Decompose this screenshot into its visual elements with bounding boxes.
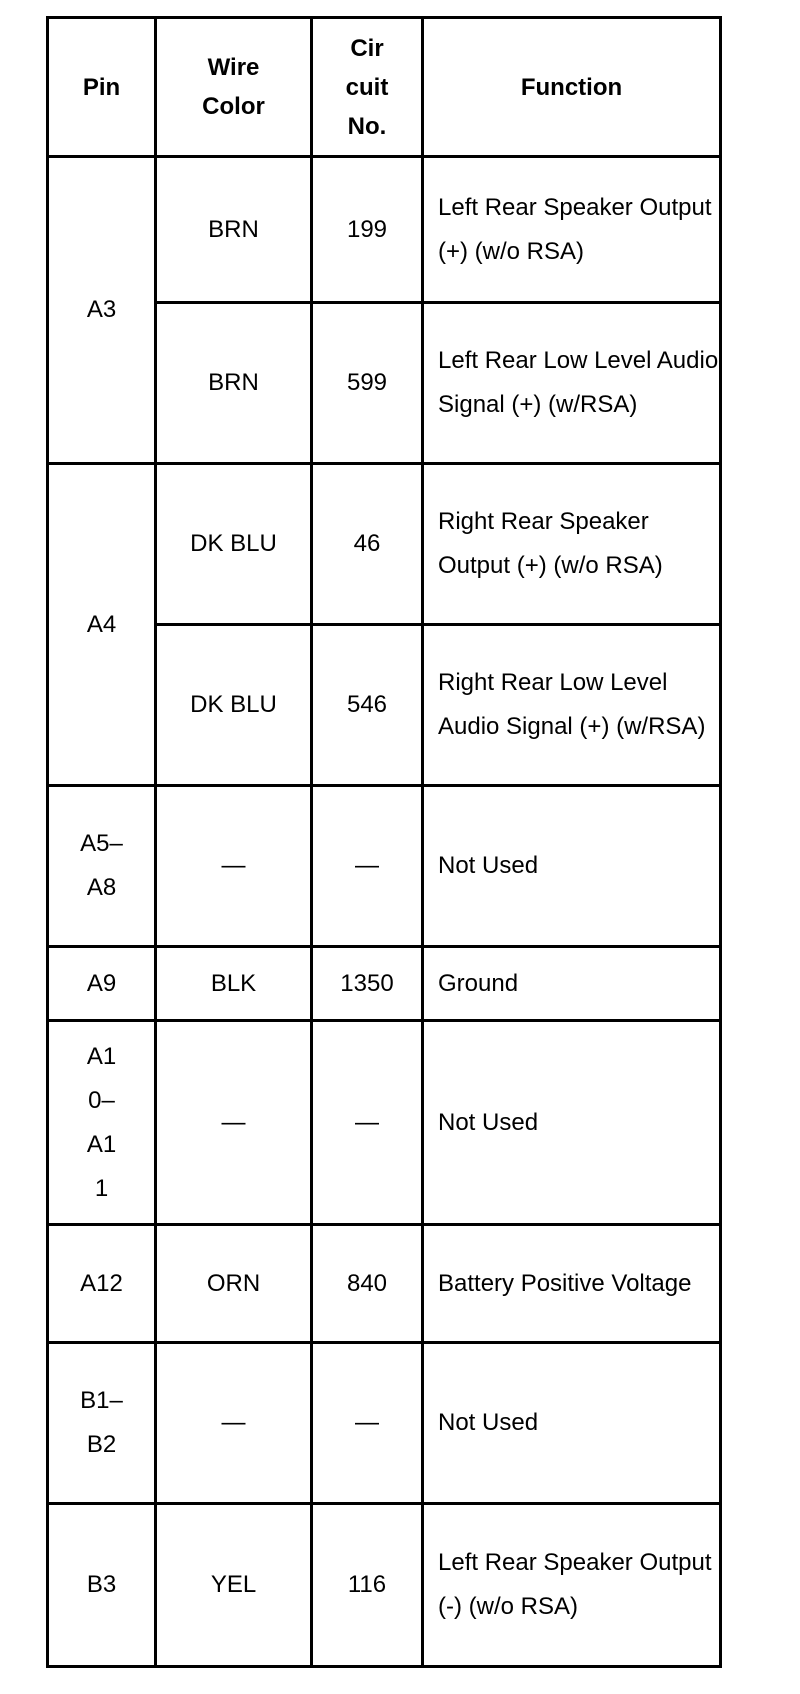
wire-color-cell: ORN — [156, 1225, 312, 1343]
circuit-cell: 599 — [312, 303, 423, 464]
wire-color-cell: — — [156, 1343, 312, 1504]
function-cell: Left Rear Speaker Output (-) (w/o RSA) — [423, 1504, 721, 1667]
circuit-cell: 116 — [312, 1504, 423, 1667]
pin-cell: A9 — [48, 947, 156, 1021]
wire-color-cell: — — [156, 786, 312, 947]
circuit-cell: — — [312, 786, 423, 947]
table-row — [48, 1343, 721, 1504]
pin-cell: A12 — [48, 1225, 156, 1343]
pin-cell: A3 — [48, 157, 156, 464]
wire-color-cell: DK BLU — [156, 464, 312, 625]
header-pin: Pin — [48, 18, 156, 157]
wire-color-cell: DK BLU — [156, 625, 312, 786]
function-cell: Not Used — [423, 1021, 721, 1225]
circuit-cell: 840 — [312, 1225, 423, 1343]
function-cell: Left Rear Speaker Output (+) (w/o RSA) — [423, 157, 721, 303]
function-cell: Not Used — [423, 1343, 721, 1504]
table-row — [48, 157, 721, 303]
wire-color-cell: BLK — [156, 947, 312, 1021]
header-circuit-no: Circuit No. — [312, 18, 423, 157]
circuit-cell: 46 — [312, 464, 423, 625]
table-row — [48, 1021, 721, 1225]
function-cell: Right Rear Low Level Audio Signal (+) (w/RSA) — [423, 625, 721, 786]
function-cell: Not Used — [423, 786, 721, 947]
circuit-cell: — — [312, 1343, 423, 1504]
connector-pinout-table — [46, 16, 722, 1668]
table-row — [48, 947, 721, 1021]
header-function: Function — [423, 18, 721, 157]
pin-cell: A10–A11 — [48, 1021, 156, 1225]
header-wire-color: Wire Color — [156, 18, 312, 157]
function-cell: Right Rear Speaker Output (+) (w/o RSA) — [423, 464, 721, 625]
function-cell: Left Rear Low Level Audio Signal (+) (w/RSA) — [423, 303, 721, 464]
wire-color-cell: BRN — [156, 157, 312, 303]
circuit-cell: 546 — [312, 625, 423, 786]
table-row — [48, 786, 721, 947]
function-cell: Ground — [423, 947, 721, 1021]
pin-cell: A5–A8 — [48, 786, 156, 947]
circuit-cell: 1350 — [312, 947, 423, 1021]
wire-color-cell: — — [156, 1021, 312, 1225]
wire-color-cell: BRN — [156, 303, 312, 464]
circuit-cell: — — [312, 1021, 423, 1225]
pin-cell: B3 — [48, 1504, 156, 1667]
table-row — [48, 464, 721, 625]
function-cell: Battery Positive Voltage — [423, 1225, 721, 1343]
circuit-cell: 199 — [312, 157, 423, 303]
table-row — [48, 1225, 721, 1343]
table-row — [48, 1504, 721, 1667]
pin-cell: A4 — [48, 464, 156, 786]
wire-color-cell: YEL — [156, 1504, 312, 1667]
header-row — [48, 18, 721, 157]
pin-cell: B1–B2 — [48, 1343, 156, 1504]
